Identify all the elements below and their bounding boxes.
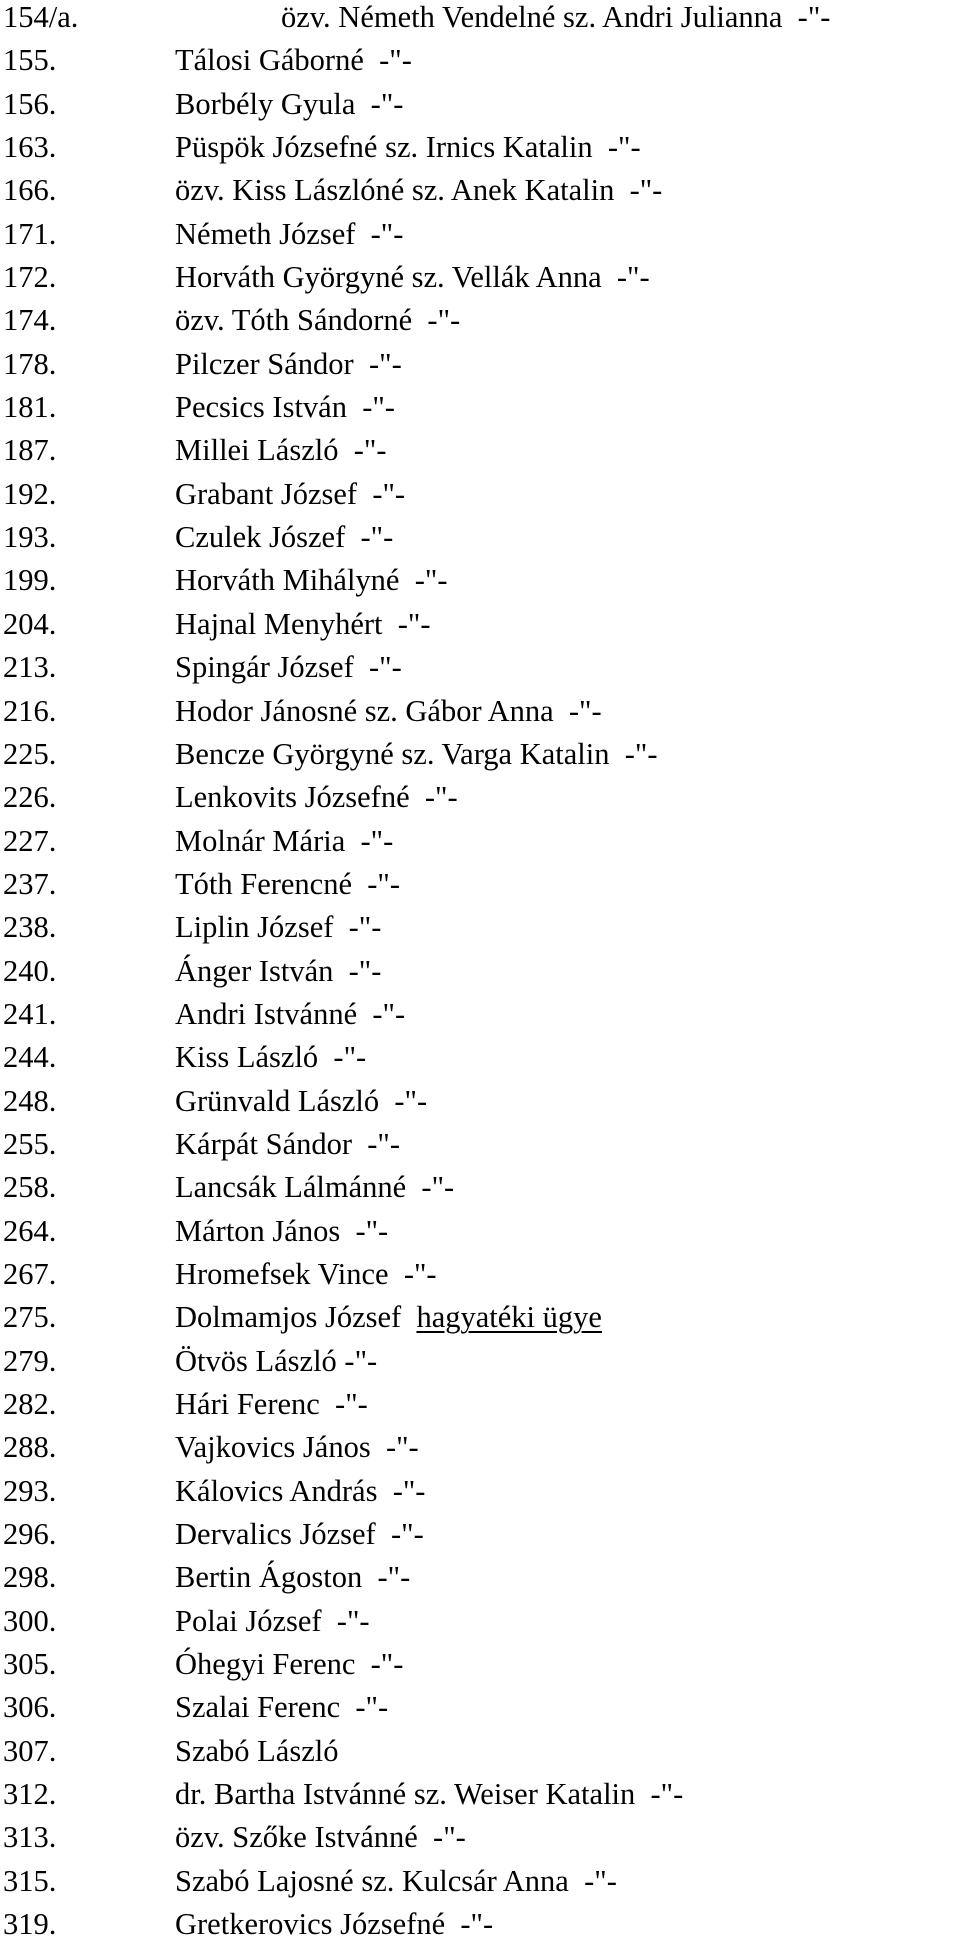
list-item [3,950,958,993]
entry-number: 241. [3,996,57,1031]
list-item [3,820,958,863]
list-item [3,1080,958,1123]
entry-name: Pilczer Sándor -"- [175,346,402,381]
entry-number: 240. [3,953,57,988]
entry-number: 225. [3,736,57,771]
list-item [3,733,958,776]
entry-text [175,950,381,993]
entry-text [175,516,393,559]
list-item [3,39,958,82]
entry-text [175,343,402,386]
entry-text [175,213,403,256]
entry-number: 315. [3,1863,57,1898]
entry-number: 154/a. [3,0,79,34]
entry-text [175,1383,368,1426]
list-item [3,1340,958,1383]
entry-number: 171. [3,216,57,251]
entry-name: özv. Tóth Sándorné -"- [175,303,461,338]
list-item [3,906,958,949]
entry-number: 166. [3,173,57,208]
entry-number: 313. [3,1820,57,1855]
entry-number: 267. [3,1256,57,1291]
list-item [3,1210,958,1253]
list-item [3,1123,958,1166]
list-item [3,1426,958,1469]
entry-number: 279. [3,1343,57,1378]
list-item [3,0,958,39]
entry-number: 264. [3,1213,57,1248]
entry-number: 192. [3,476,57,511]
entry-number: 187. [3,433,57,468]
entry-number: 155. [3,43,57,78]
entry-name: Bertin Ágoston -"- [175,1560,411,1595]
entry-text [175,1080,427,1123]
entry-name: Hajnal Menyhért -"- [175,606,431,641]
entry-name: Dervalics József -"- [175,1517,424,1552]
entry-number: 306. [3,1690,57,1725]
entry-text [175,39,412,82]
entry-name: Borbély Gyula -"- [175,86,404,121]
entry-name: Pecsics István -"- [175,390,395,425]
entry-name: Grünvald László -"- [175,1083,428,1118]
entry-name: Molnár Mária -"- [175,823,394,858]
entry-name: Hári Ferenc -"- [175,1387,368,1421]
entry-name: Vajkovics János -"- [175,1430,419,1465]
entry-text [175,690,602,733]
entry-number: 300. [3,1603,57,1638]
entry-text [175,646,402,689]
entry-text [175,1643,403,1686]
entry-text [175,299,460,342]
entry-text [175,1600,370,1643]
case-list [3,0,958,1946]
entry-text [175,863,400,906]
entry-number: 298. [3,1560,57,1595]
entry-text [175,820,393,863]
entry-name: Horváth Mihályné -"- [175,563,448,598]
entry-name: özv. Szőke Istvánné -"- [175,1820,466,1855]
entry-number: 255. [3,1126,57,1161]
list-item [3,1296,958,1339]
list-item [3,386,958,429]
entry-number: 227. [3,823,57,858]
entry-name: Szabó Lajosné sz. Kulcsár Anna -"- [175,1863,617,1898]
entry-number: 199. [3,563,57,598]
entry-text [175,1253,437,1296]
entry-number: 237. [3,866,57,901]
entry-text [175,1556,410,1599]
entry-text [175,83,403,126]
entry-number: 193. [3,520,57,555]
entry-name: Horváth Györgyné sz. Vellák Anna -"- [175,260,650,295]
entry-number: 181. [3,390,57,425]
entry-number: 172. [3,260,57,295]
entry-text [175,1123,400,1166]
list-item [3,83,958,126]
entry-text [175,603,431,646]
entry-name: Dolmamjos József [175,1300,417,1335]
entry-name: Kálovics András -"- [175,1473,426,1508]
list-item [3,603,958,646]
entry-text [175,1816,466,1859]
entry-name: Óhegyi Ferenc -"- [175,1647,404,1682]
entry-text [175,429,387,472]
entry-number: 174. [3,303,57,338]
entry-number: 293. [3,1473,57,1508]
list-item [3,1686,958,1729]
entry-text [175,1686,388,1729]
entry-name: Lenkovits Józsefné -"- [175,780,458,815]
list-item [3,1383,958,1426]
entry-text [175,733,658,776]
entry-number: 305. [3,1647,57,1682]
list-item [3,776,958,819]
list-item [3,169,958,212]
entry-text [175,1036,366,1079]
list-item [3,690,958,733]
entry-name: Polai József -"- [175,1603,370,1638]
entry-name: Márton János -"- [175,1213,389,1248]
entry-number: 307. [3,1733,57,1768]
list-item [3,863,958,906]
entry-name: Lancsák Lálmánné -"- [175,1170,455,1205]
entry-text [175,1426,419,1469]
entry-text [175,1730,338,1773]
list-item [3,1773,958,1816]
entry-text [175,1166,454,1209]
entry-number: 226. [3,780,57,815]
list-item [3,429,958,472]
entry-name: Ötvös László -"- [175,1343,378,1378]
entry-name: özv. Kiss Lászlóné sz. Anek Katalin -"- [175,173,663,208]
list-item [3,126,958,169]
entry-number: 178. [3,346,57,381]
entry-number: 288. [3,1430,57,1465]
list-item [3,213,958,256]
list-item [3,993,958,1036]
entry-number: 282. [3,1387,57,1421]
entry-name: Tóth Ferencné -"- [175,866,401,901]
entry-note-underlined: hagyatéki ügye [416,1300,602,1335]
list-item [3,343,958,386]
entry-number: 275. [3,1300,57,1335]
entry-name: Németh József -"- [175,216,404,251]
entry-text [175,1296,602,1339]
entry-text [175,776,458,819]
entry-number: 258. [3,1170,57,1205]
entry-text [175,993,405,1036]
entry-number: 156. [3,86,57,121]
list-item [3,559,958,602]
entry-name: Kárpát Sándor -"- [175,1126,401,1161]
list-item [3,1556,958,1599]
entry-number: 312. [3,1777,57,1812]
entry-name: Szabó László [175,1733,339,1768]
entry-number: 216. [3,693,57,728]
entry-name: Andri Istvánné -"- [175,996,406,1031]
entry-name: Grabant József -"- [175,476,406,511]
entry-name: Szalai Ferenc -"- [175,1690,389,1725]
list-item [3,1816,958,1859]
entry-number: 296. [3,1517,57,1552]
entry-name: Gretkerovics Józsefné -"- [175,1907,494,1942]
entry-name: Tálosi Gáborné -"- [175,43,412,78]
entry-text [175,559,447,602]
entry-name: Hodor Jánosné sz. Gábor Anna -"- [175,693,602,728]
entry-text [175,256,650,299]
entry-text [175,1903,493,1946]
entry-text [175,1210,388,1253]
entry-number: 163. [3,130,57,165]
entry-name: Czulek Jószef -"- [175,520,394,555]
entry-name: Ánger István -"- [175,953,382,988]
entry-name: Millei László -"- [175,433,387,468]
list-item [3,256,958,299]
entry-name: Spingár József -"- [175,650,402,685]
list-item [3,646,958,689]
list-item [3,299,958,342]
entry-name: Bencze Györgyné sz. Varga Katalin -"- [175,736,658,771]
list-item [3,1166,958,1209]
entry-name: Kiss László -"- [175,1040,367,1075]
entry-name: Püspök Józsefné sz. Irnics Katalin -"- [175,130,641,165]
list-item [3,1253,958,1296]
entry-number: 204. [3,606,57,641]
entry-text [175,126,641,169]
list-item [3,473,958,516]
entry-text [175,1470,425,1513]
list-item [3,1600,958,1643]
list-item [3,1903,958,1946]
list-item [3,1643,958,1686]
list-item [3,516,958,559]
entry-text [175,1513,424,1556]
entry-text [175,473,405,516]
entry-text [175,1860,617,1903]
entry-name: özv. Németh Vendelné sz. Andri Julianna -"- [281,0,831,34]
list-item [3,1513,958,1556]
list-item [3,1036,958,1079]
list-item [3,1730,958,1773]
entry-name: Hromefsek Vince -"- [175,1256,437,1291]
entry-name: Liplin József -"- [175,910,382,945]
entry-number: 248. [3,1083,57,1118]
entry-text [175,1773,683,1816]
entry-text [281,0,830,39]
entry-number: 244. [3,1040,57,1075]
entry-number: 213. [3,650,57,685]
list-item [3,1470,958,1513]
entry-text [175,169,662,212]
entry-number: 319. [3,1907,57,1942]
entry-number: 238. [3,910,57,945]
entry-text [175,386,395,429]
entry-text [175,906,381,949]
list-item [3,1860,958,1903]
entry-text [175,1340,377,1383]
entry-name: dr. Bartha Istvánné sz. Weiser Katalin -"- [175,1777,684,1812]
